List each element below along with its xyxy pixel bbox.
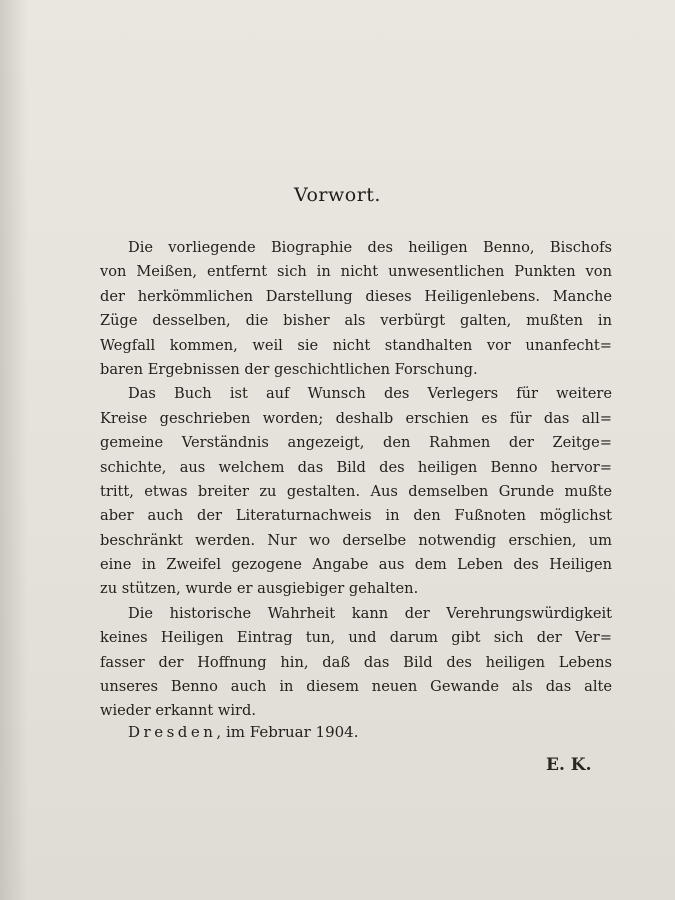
paragraph-3	[100, 602, 612, 724]
page-gutter-shadow	[0, 0, 28, 900]
text-line: Die historische Wahrheit kann der Verehrungswürdigkeit	[128, 604, 612, 622]
text-line: keines Heiligen Eintrag tun, und darum gibt sich der Ver=	[100, 629, 612, 647]
text-line: wieder erkannt wird.	[100, 702, 256, 720]
text-line: Wegfall kommen, weil sie nicht standhalten vor unanfecht=	[100, 336, 612, 354]
text-line: von Meißen, entfernt sich in nicht unwesentlichen Punkten von	[100, 263, 612, 281]
date-text: , im Februar 1904.	[216, 723, 359, 741]
author-initials: E. K.	[546, 755, 592, 775]
paragraph-1	[100, 236, 612, 382]
text-line: Die vorliegende Biographie des heiligen Benno, Bischofs	[128, 239, 612, 256]
text-line: der herkömmlichen Darstellung dieses Heiligenlebens. Manche	[100, 287, 612, 305]
text-line: aber auch der Literaturnachweis in den Fußnoten möglichst	[100, 507, 612, 525]
place-name: Dresden	[128, 723, 217, 741]
text-line: unseres Benno auch in diesem neuen Gewande als das alte	[100, 678, 612, 696]
text-line: fasser der Hoffnung hin, daß das Bild des heiligen Lebens	[100, 653, 612, 671]
text-line: Züge desselben, die bisher als verbürgt galten, mußten in	[100, 312, 612, 330]
text-line: beschränkt werden. Nur wo derselbe notwendig erschien, um	[100, 531, 612, 549]
text-line: schichte, aus welchem das Bild des heiligen Benno hervor=	[100, 458, 612, 476]
text-line: Das Buch ist auf Wunsch des Verlegers für weitere	[128, 385, 612, 403]
page-title: Vorwort.	[294, 184, 381, 206]
text-line: gemeine Verständnis angezeigt, den Rahmen der Zeitge=	[100, 434, 612, 452]
text-line: Kreise geschrieben worden; deshalb erschien es für das all=	[100, 409, 612, 427]
paragraph-2	[100, 382, 612, 602]
preface-body	[100, 236, 612, 724]
place-and-date	[128, 723, 358, 741]
text-line: zu stützen, wurde er ausgiebiger gehalten.	[100, 580, 419, 598]
text-line: baren Ergebnissen der geschichtlichen Forschung.	[100, 360, 478, 378]
text-line: eine in Zweifel gezogene Angabe aus dem Leben des Heiligen	[100, 556, 612, 574]
text-line: tritt, etwas breiter zu gestalten. Aus demselben Grunde mußte	[100, 482, 612, 500]
